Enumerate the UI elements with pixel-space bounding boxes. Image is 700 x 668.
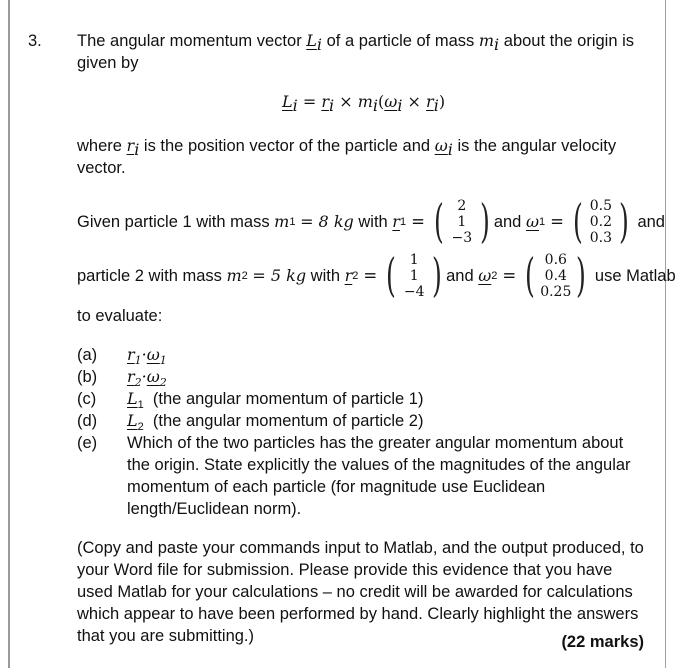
intro-line-2: given by <box>77 54 139 72</box>
right-border <box>665 0 666 668</box>
particle-2-line: particle 2 with mass m 2 = 5 kg with r 2 = ( 1 1 −4 ) and ω 2 = ( 0.6 0.4 0.25 ) use Matlab <box>77 248 676 302</box>
part-b: (b) $r_2\cdot\omega_2$ <box>77 367 167 389</box>
r1-vector: ( 2 1 −3 ) <box>433 194 490 248</box>
question-number: 3. <box>28 32 42 50</box>
particle-1-line: Given particle 1 with mass m 1 = 8 kg with r 1 = ( 2 1 −3 ) and ω 1 = ( 0.5 0.2 0.3 ) and <box>77 194 665 248</box>
parts-list <box>77 344 647 520</box>
to-evaluate: to evaluate: <box>77 307 163 325</box>
w2-vector: ( 0.6 0.4 0.25 ) <box>525 248 587 302</box>
part-e: (e) Which of the two particles has the greater angular momentum about the origin. State explicitly the values of the magnitudes of the angular momentum of each particle (for magnitude use Euclidean length/Euclidean norm). <box>77 434 631 518</box>
r2-vector: ( 1 1 −4 ) <box>386 248 443 302</box>
part-c: (c) $L_1$ (the angular momentum of particle 1) <box>77 389 424 411</box>
angular-momentum-formula: $L_i = r_i \times m_i(\omega_i \times r_i)$ <box>282 92 446 115</box>
marks: (22 marks) <box>561 633 644 651</box>
instructions: (Copy and paste your commands input to Matlab, and the output produced, to your Word file for submission. Please provide this evidence that you have used Matlab for your calculations – no credit will be awarded for calculations which appear to have been performed by hand. Clearly highlight the answers that you are submitting.) <box>77 539 644 645</box>
part-a: (a) $r_1\cdot\omega_1$ <box>77 345 167 367</box>
intro-line-1: The angular momentum vector $L_i$ of a particle of mass $m_i$ about the origin is <box>77 31 635 54</box>
left-border <box>8 0 10 668</box>
where-line-2: vector. <box>77 159 126 177</box>
w1-vector: ( 0.5 0.2 0.3 ) <box>572 194 629 248</box>
where-line-1: where $r_i$ is the position vector of the particle and $\omega_i$ is the angular velocity <box>77 136 617 159</box>
part-d: (d) $L_2$ (the angular momentum of particle 2) <box>77 411 424 433</box>
